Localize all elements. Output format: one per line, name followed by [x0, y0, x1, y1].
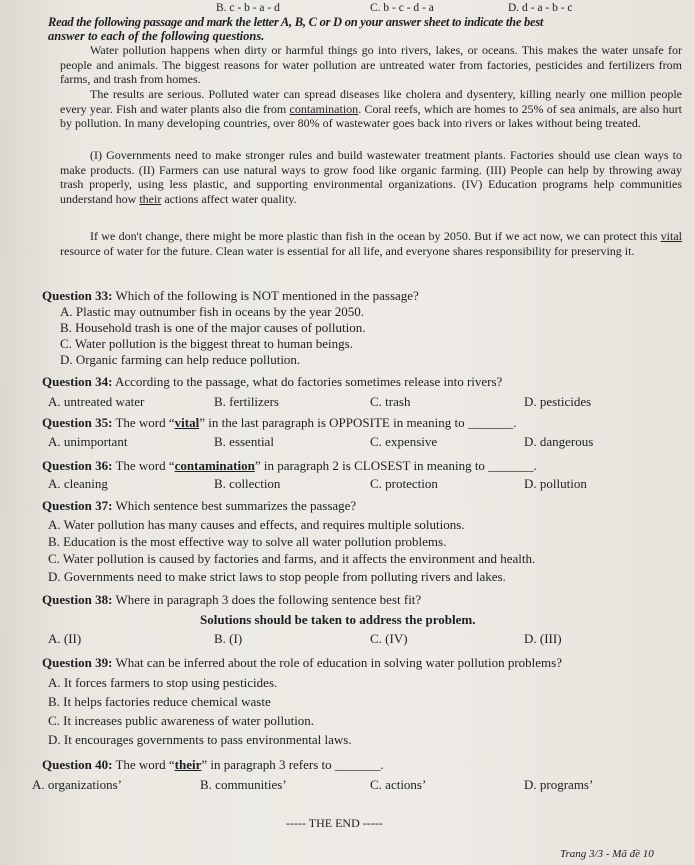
q33-option-d[interactable]: D. Organic farming can help reduce pollution. [60, 352, 301, 367]
q39-option-a[interactable]: A. It forces farmers to stop using pesticides. [48, 675, 278, 690]
word-their: their [139, 191, 162, 206]
q39-option-c[interactable]: C. It increases public awareness of water pollution. [48, 713, 315, 728]
q37-option-c[interactable]: C. Water pollution is caused by factories and farms, and it affects the environment and health. [48, 551, 536, 566]
passage-paragraph-3: (I) Governments need to make stronger rules and build wastewater treatment plants. Factories should use clean ways to make products. (II) Farmers can use natural ways to grow food like organic farming. (III) People can help by throwing away trash properly, using less plastic, and supporting environmental organizations. (IV) Education programs help communities understand how their actions affect water quality. [60, 148, 682, 206]
q35-option-c[interactable]: C. expensive [370, 434, 438, 449]
q40-option-a[interactable]: A. organizations’ [32, 777, 123, 792]
q35-option-b[interactable]: B. essential [214, 434, 274, 449]
question-34: Question 34: According to the passage, what do factories sometimes release into rivers? [42, 374, 503, 389]
end-marker: ----- THE END ----- [286, 816, 383, 830]
q37-option-b[interactable]: B. Education is the most effective way to solve all water pollution problems. [48, 534, 447, 549]
q40-option-b[interactable]: B. communities’ [200, 777, 287, 792]
q40-option-c[interactable]: C. actions’ [370, 777, 427, 792]
q38-option-a[interactable]: A. (II) [48, 631, 82, 646]
q33-option-b[interactable]: B. Household trash is one of the major causes of pollution. [60, 320, 366, 335]
q38-option-c[interactable]: C. (IV) [370, 631, 408, 646]
passage-paragraph-4: If we don't change, there might be more plastic than fish in the ocean by 2050. But if we act now, we can protect this vital resource of water for the future. Clean water is essential for all life, and everyone shares responsibility for preserving it. [60, 229, 682, 258]
word-contamination: contamination [289, 101, 359, 116]
question-40: Question 40: The word “their” in paragraph 3 refers to _______. [42, 757, 384, 772]
passage-paragraph-1: Water pollution happens when dirty or harmful things go into rivers, lakes, or oceans. This makes the water unsafe for people and animals. The biggest reasons for water pollution are untreated water from factories, pesticides and fertilizers from farms, and trash from homes. [60, 43, 682, 87]
question-36: Question 36: The word “contamination” in paragraph 2 is CLOSEST in meaning to _______. [42, 458, 537, 473]
question-37: Question 37: Which sentence best summarizes the passage? [42, 498, 357, 513]
q39-option-b[interactable]: B. It helps factories reduce chemical waste [48, 694, 271, 709]
page-number: Trang 3/3 - Mã đề 10 [560, 848, 654, 860]
q38-sentence: Solutions should be taken to address the problem. [200, 612, 476, 627]
q36-option-c[interactable]: C. protection [370, 476, 438, 491]
instructions-line-1: Read the following passage and mark the letter A, B, C or D on your answer sheet to indicate the best [48, 15, 544, 29]
q34-option-a[interactable]: A. untreated water [48, 394, 145, 409]
q36-option-d[interactable]: D. pollution [524, 476, 587, 491]
q37-option-d[interactable]: D. Governments need to make strict laws to stop people from polluting rivers and lakes. [48, 569, 506, 584]
q36-option-b[interactable]: B. collection [214, 476, 281, 491]
q34-option-c[interactable]: C. trash [370, 394, 411, 409]
question-38: Question 38: Where in paragraph 3 does the following sentence best fit? [42, 592, 422, 607]
q34-option-d[interactable]: D. pesticides [524, 394, 592, 409]
prev-option-d: D. d - a - b - c [508, 2, 573, 14]
q34-option-b[interactable]: B. fertilizers [214, 394, 279, 409]
q33-option-a[interactable]: A. Plastic may outnumber fish in oceans by the year 2050. [60, 304, 364, 319]
question-33: Question 33: Which of the following is NOT mentioned in the passage? [42, 288, 419, 303]
q33-option-c[interactable]: C. Water pollution is the biggest threat to human beings. [60, 336, 353, 351]
q38-option-b[interactable]: B. (I) [214, 631, 243, 646]
q40-option-d[interactable]: D. programs’ [524, 777, 594, 792]
prev-option-b: B. c - b - a - d [216, 2, 280, 14]
q36-option-a[interactable]: A. cleaning [48, 476, 108, 491]
q39-option-d[interactable]: D. It encourages governments to pass environmental laws. [48, 732, 352, 747]
question-39: Question 39: What can be inferred about the role of education in solving water pollution problems? [42, 655, 562, 670]
q35-option-d[interactable]: D. dangerous [524, 434, 594, 449]
passage-paragraph-2: The results are serious. Polluted water can spread diseases like cholera and dysentery, killing nearly one million people every year. Fish and water plants also die from contamination. Coral reefs, which are homes to 25% of sea animals, are also hurt by pollution. In many developing countries, over 80% of wastewater goes back into rivers or lakes without being treated. [60, 87, 682, 131]
prev-option-c: C. b - c - d - a [370, 2, 434, 14]
word-vital: vital [660, 229, 682, 243]
instructions-line-2: answer to each of the following questions. [48, 29, 265, 43]
q38-option-d[interactable]: D. (III) [524, 631, 562, 646]
q35-option-a[interactable]: A. unimportant [48, 434, 128, 449]
q37-option-a[interactable]: A. Water pollution has many causes and effects, and requires multiple solutions. [48, 517, 465, 532]
question-35: Question 35: The word “vital” in the last paragraph is OPPOSITE in meaning to _______. [42, 415, 517, 430]
